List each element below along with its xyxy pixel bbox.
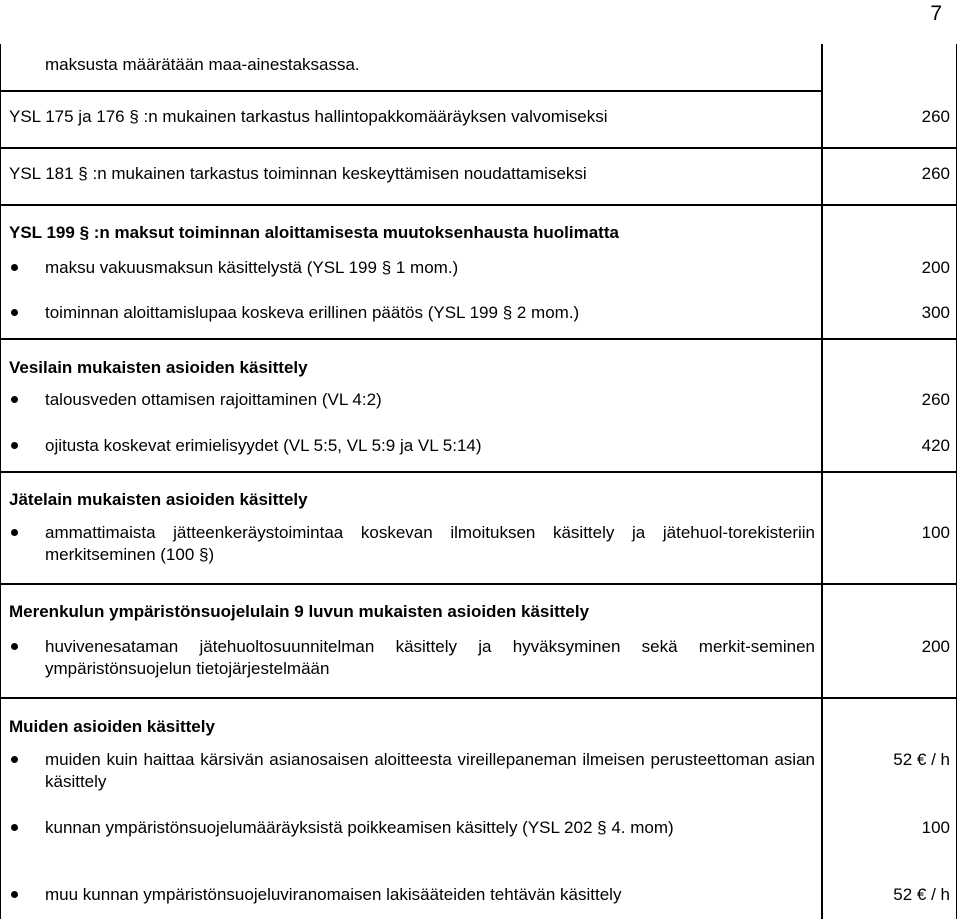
row-separator (1, 697, 956, 699)
bullet-icon (11, 309, 18, 316)
item-text: muu kunnan ympäristönsuojeluviranomaisen lakisääteiden tehtävän käsittely (45, 885, 622, 904)
section-title: Vesilain mukaisten asioiden käsittely (9, 358, 308, 377)
item-amount: 52 € / h (893, 750, 950, 769)
item-text: maksu vakuusmaksun käsittelystä (YSL 199 § 1 mom.) (45, 258, 459, 277)
item-amount: 100 (921, 818, 950, 837)
item-text: kunnan ympäristönsuojelumääräyksistä poikkeamisen käsittely (YSL 202 § 4. mom) (45, 818, 674, 837)
column-divider (821, 44, 823, 919)
section-title: Merenkulun ympäristönsuojelulain 9 luvun mukaisten asioiden käsittely (9, 602, 590, 621)
section-title: Jätelain mukaisten asioiden käsittely (9, 490, 308, 509)
item-amount: 420 (921, 436, 950, 455)
item-amount: 200 (921, 637, 950, 656)
section-title: YSL 199 § :n maksut toiminnan aloittamisesta muutoksenhausta huolimatta (9, 223, 619, 242)
bullet-icon (11, 756, 18, 763)
item-text: muiden kuin haittaa kärsivän asianosaisen aloitteesta vireillepaneman ilmeisen perusteettoman asian käsittely (45, 750, 815, 791)
item-amount: 260 (921, 390, 950, 409)
bullet-icon (11, 264, 18, 271)
row-separator (1, 471, 956, 473)
item-text: talousveden ottamisen rajoittaminen (VL 4:2) (45, 390, 382, 409)
bullet-icon (11, 442, 18, 449)
bullet-icon (11, 529, 18, 536)
bullet-icon (11, 824, 18, 831)
bullet-icon (11, 643, 18, 650)
row-text: YSL 181 § :n mukainen tarkastus toiminnan keskeyttämisen noudattamiseksi (9, 164, 587, 183)
page-number: 7 (930, 2, 942, 25)
item-amount: 52 € / h (893, 885, 950, 904)
item-text: ojitusta koskevat erimielisyydet (VL 5:5, VL 5:9 ja VL 5:14) (45, 436, 482, 455)
row-text: YSL 175 ja 176 § :n mukainen tarkastus hallintopakkomääräyksen valvomiseksi (9, 107, 608, 126)
item-text: toiminnan aloittamislupaa koskeva erillinen päätös (YSL 199 § 2 mom.) (45, 303, 580, 322)
item-amount: 200 (921, 258, 950, 277)
bullet-icon (11, 396, 18, 403)
row-separator (1, 204, 956, 206)
row-text: maksusta määrätään maa-ainestaksassa. (45, 55, 360, 74)
row-separator (1, 147, 956, 149)
item-amount: 300 (921, 303, 950, 322)
fee-table (0, 44, 957, 919)
section-title: Muiden asioiden käsittely (9, 717, 215, 736)
row-separator (1, 338, 956, 340)
item-amount: 100 (921, 523, 950, 542)
item-text: huvivenesataman jätehuoltosuunnitelman käsittely ja hyväksyminen sekä merkit-seminen ympäristönsuojelun tietojärjestelmään (45, 637, 815, 678)
row-separator (1, 583, 956, 585)
row-amount: 260 (921, 107, 950, 126)
row-amount: 260 (921, 164, 950, 183)
item-text: ammattimaista jätteenkeräystoimintaa koskevan ilmoituksen käsittely ja jätehuol-torekisteriin merkitseminen (100 §) (45, 523, 815, 564)
row-separator (1, 90, 821, 92)
bullet-icon (11, 891, 18, 898)
